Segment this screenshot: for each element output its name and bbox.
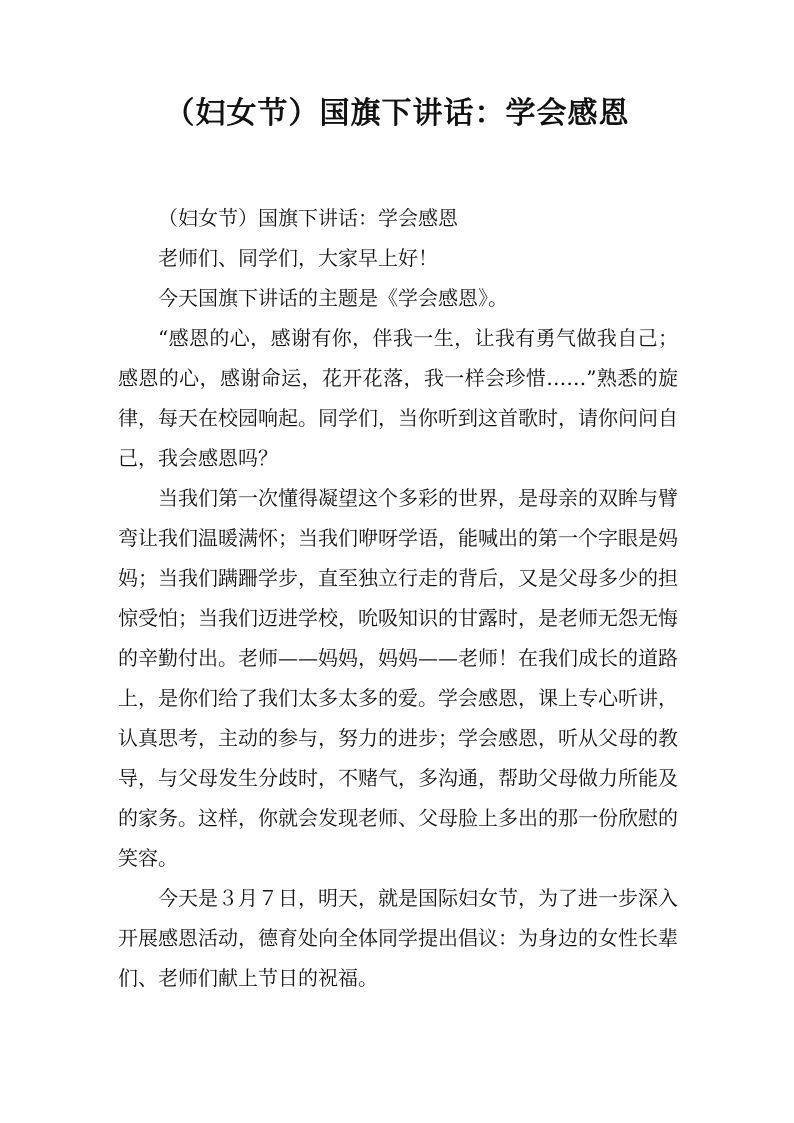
document-body <box>118 198 678 998</box>
document-title: （妇女节）国旗下讲话：学会感恩 <box>164 96 630 131</box>
paragraph: “感恩的心，感谢有你，伴我一生，让我有勇气做我自己；感恩的心，感谢命运，花开花落，我一样会珍惜……”熟悉的旋律，每天在校园响起。同学们，当你听到这首歌时，请你问问自己，我会感恩吗？ <box>118 326 678 470</box>
paragraph: 当我们第一次懂得凝望这个多彩的世界，是母亲的双眸与臂弯让我们温暖满怀；当我们咿呀学语，能喊出的第一个字眼是妈妈；当我们蹒跚学步，直至独立行走的背后，又是父母多少的担惊受怕；当我们迈进学校，吮吸知识的甘露时，是老师无怨无悔的辛勤付出。老师——妈妈，妈妈——老师！在我们成长的道路上，是你们给了我们太多太多的爱。学会感恩，课上专心听讲，认真思考，主动的参与，努力的进步；学会感恩，听从父母的教导，与父母发生分歧时，不赌气，多沟通，帮助父母做力所能及的家务。这样，你就会发现老师、父母脸上多出的那一份欣慰的笑容。 <box>118 486 678 870</box>
paragraph: 老师们、同学们，大家早上好！ <box>158 246 438 270</box>
paragraph: （妇女节）国旗下讲话：学会感恩 <box>158 206 458 230</box>
paragraph: 今天国旗下讲话的主题是《学会感恩》。 <box>158 286 508 310</box>
paragraph: 今天是３月７日，明天，就是国际妇女节，为了进一步深入开展感恩活动，德育处向全体同学提出倡议：为身边的女性长辈们、老师们献上节日的祝福。 <box>118 886 678 990</box>
